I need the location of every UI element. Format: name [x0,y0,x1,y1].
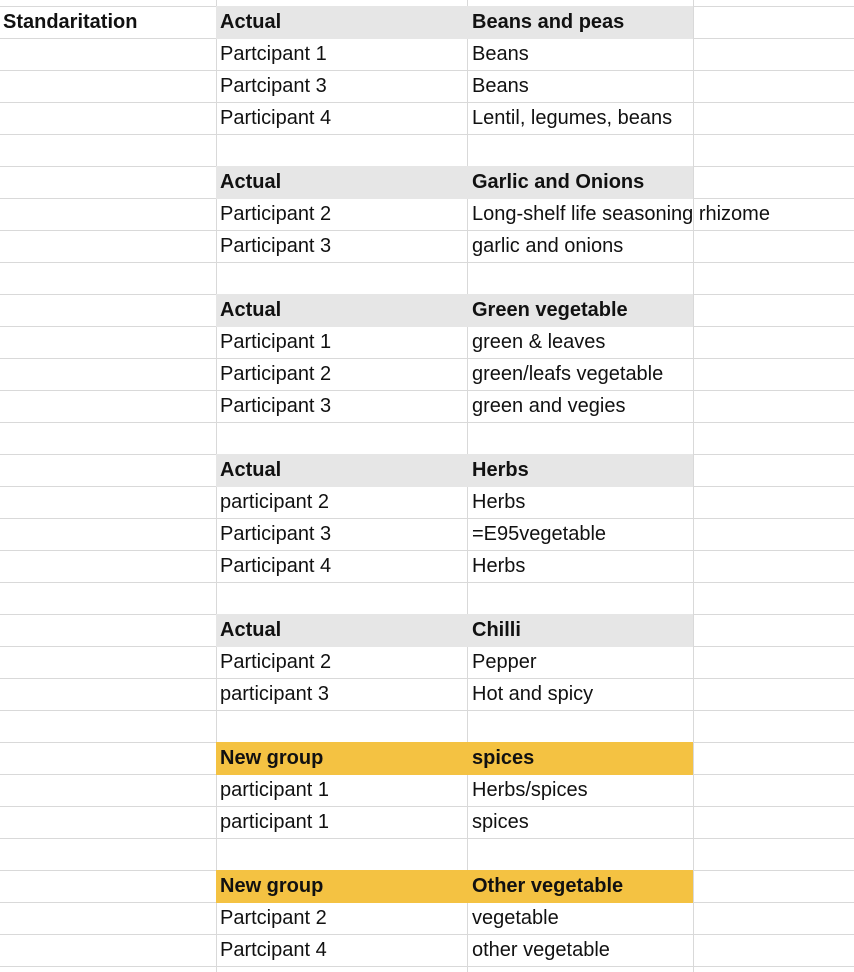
cell-col-b[interactable] [216,582,467,614]
table-row [0,710,854,742]
table-row [0,390,854,422]
cell-col-a[interactable] [0,550,216,582]
table-row [0,518,854,550]
cell-col-a[interactable] [0,326,216,358]
table-row [0,70,854,102]
cell-col-a[interactable] [0,678,216,710]
cell-col-c[interactable]: Chilli [467,614,693,647]
table-row [0,454,854,486]
cell-col-c[interactable]: Hot and spicy [472,683,594,705]
cell-col-d[interactable] [693,134,854,166]
cell-col-a[interactable] [0,390,216,422]
cell-col-d[interactable] [693,934,854,966]
table-row [0,902,854,934]
cell-col-c[interactable] [467,422,693,454]
cell-col-b[interactable]: participant 1 [220,811,329,833]
cell-col-b[interactable] [216,422,467,454]
cell-col-a[interactable] [0,134,216,166]
cell-col-c[interactable]: Pepper [472,651,537,673]
table-row [0,294,854,326]
cell-col-a[interactable] [0,262,216,294]
cell-col-b[interactable] [216,262,467,294]
cell-col-a[interactable] [0,198,216,230]
table-row [0,934,854,966]
cell-col-b[interactable]: Actual [216,294,467,327]
cell-col-d[interactable] [693,646,854,678]
table-row [0,198,854,230]
cell-col-d[interactable] [693,454,854,486]
cell-col-c[interactable]: Herbs/spices [472,779,588,801]
cell-col-d[interactable] [693,38,854,70]
cell-col-a[interactable] [0,742,216,774]
cell-col-d[interactable] [693,582,854,614]
cell-col-a[interactable] [0,614,216,646]
cell-col-c[interactable] [467,262,693,294]
cell-col-c[interactable]: =E95vegetable [472,523,607,545]
cell-col-c[interactable]: Garlic and Onions [467,166,693,199]
cell-col-d[interactable] [693,806,854,838]
cell-col-b[interactable]: participant 2 [220,491,329,513]
cell-col-b[interactable]: Partcipant 4 [220,939,327,961]
cell-col-a[interactable] [0,710,216,742]
cell-col-c[interactable] [467,838,693,870]
cell-col-c[interactable]: Green vegetable [467,294,693,327]
table-row [0,358,854,390]
cell-col-a[interactable] [0,774,216,806]
table-row [0,166,854,198]
table-row [0,102,854,134]
cell-col-b[interactable]: Participant 3 [220,395,332,417]
cell-col-d[interactable] [693,422,854,454]
cell-col-c[interactable]: spices [472,811,529,833]
cell-col-a[interactable] [0,870,216,902]
cell-col-b[interactable]: New group [216,742,467,775]
cell-col-a[interactable] [0,70,216,102]
cell-col-b[interactable]: participant 1 [220,779,329,801]
cell-col-a[interactable] [0,486,216,518]
cell-col-c[interactable]: green & leaves [472,331,606,353]
table-row [0,422,854,454]
cell-col-b[interactable]: Actual [216,614,467,647]
cell-col-b[interactable]: Participant 1 [220,331,332,353]
cell-col-b[interactable]: Actual [216,6,467,39]
cell-col-d[interactable] [693,6,854,38]
cell-col-c[interactable]: vegetable [472,907,559,929]
cell-col-b[interactable] [216,710,467,742]
cell-col-a[interactable] [0,230,216,262]
cell-col-b[interactable]: Participant 4 [220,107,332,129]
cell-col-d[interactable] [693,678,854,710]
cell-col-c[interactable]: Beans and peas [467,6,693,39]
cell-col-c[interactable]: garlic and onions [472,235,624,257]
cell-col-a[interactable]: Standaritation [3,11,138,33]
cell-col-d[interactable] [693,358,854,390]
cell-col-d[interactable] [693,486,854,518]
cell-col-b[interactable] [216,838,467,870]
cell-col-b[interactable]: Participant 3 [220,235,332,257]
cell-col-c[interactable]: Beans [472,75,529,97]
cell-col-d[interactable] [693,390,854,422]
cell-col-b[interactable]: Participant 2 [220,203,332,225]
cell-col-b[interactable]: Partcipant 3 [220,75,327,97]
cell-col-a[interactable] [0,294,216,326]
cell-col-c[interactable]: Lentil, legumes, beans [472,107,673,129]
cell-col-c[interactable]: other vegetable [472,939,610,961]
table-row [0,870,854,902]
cell-col-d[interactable] [693,838,854,870]
cell-col-a[interactable] [0,358,216,390]
cell-col-b[interactable]: Partcipant 2 [220,907,327,929]
cell-col-d[interactable] [693,870,854,902]
cell-col-a[interactable] [0,518,216,550]
cell-col-d[interactable] [693,742,854,774]
cell-col-a[interactable] [0,902,216,934]
cell-col-c[interactable]: Herbs [472,491,526,513]
cell-col-a[interactable] [0,454,216,486]
cell-col-d[interactable] [693,262,854,294]
cell-col-b[interactable]: Participant 4 [220,555,332,577]
cell-col-b[interactable]: Participant 3 [220,523,332,545]
cell-col-a[interactable] [0,166,216,198]
table-row [0,550,854,582]
table-row [0,6,854,38]
cell-col-c[interactable] [467,582,693,614]
cell-col-d[interactable] [693,550,854,582]
cell-col-c[interactable]: Long-shelf life seasoning rhizome [472,203,770,225]
cell-col-d[interactable] [693,294,854,326]
cell-col-a[interactable] [0,646,216,678]
cell-col-c[interactable]: Other vegetable [467,870,693,903]
cell-col-d[interactable] [693,710,854,742]
table-row [0,646,854,678]
table-row [0,774,854,806]
cell-col-a[interactable] [0,838,216,870]
cell-col-a[interactable] [0,102,216,134]
cell-col-c[interactable]: Herbs [472,555,526,577]
cell-col-c[interactable]: green/leafs vegetable [472,363,664,385]
cell-col-b[interactable]: New group [216,870,467,903]
table-row [0,230,854,262]
cell-col-b[interactable]: Participant 2 [220,363,332,385]
table-row [0,838,854,870]
cell-col-c[interactable] [467,710,693,742]
cell-col-c[interactable]: Herbs [467,454,693,487]
cell-col-d[interactable] [693,774,854,806]
cell-col-d[interactable] [693,166,854,198]
cell-col-a[interactable] [0,582,216,614]
cell-col-a[interactable] [0,38,216,70]
table-row [0,134,854,166]
cell-col-c[interactable]: Beans [472,43,529,65]
cell-col-d[interactable] [693,230,854,262]
cell-col-b[interactable]: Actual [216,166,467,199]
cell-col-d[interactable] [693,70,854,102]
cell-col-b[interactable] [216,134,467,166]
table-row [0,582,854,614]
cell-col-c[interactable] [467,134,693,166]
cell-col-d[interactable] [693,518,854,550]
cell-col-a[interactable] [0,422,216,454]
cell-col-b[interactable]: Actual [216,454,467,487]
cell-col-c[interactable]: green and vegies [472,395,626,417]
cell-col-b[interactable]: Partcipant 1 [220,43,327,65]
cell-col-b[interactable]: Participant 2 [220,651,332,673]
table-row [0,262,854,294]
table-row [0,742,854,774]
cell-col-a[interactable] [0,806,216,838]
cell-col-d[interactable] [693,902,854,934]
cell-col-c[interactable]: spices [467,742,693,775]
table-row [0,326,854,358]
cell-col-a[interactable] [0,934,216,966]
cell-col-d[interactable] [693,326,854,358]
table-row [0,614,854,646]
cell-col-b[interactable]: participant 3 [220,683,329,705]
table-row [0,678,854,710]
table-row [0,38,854,70]
table-row [0,806,854,838]
cell-col-d[interactable] [693,614,854,646]
cell-col-d[interactable] [693,198,854,230]
cell-col-d[interactable] [693,102,854,134]
table-row [0,486,854,518]
grid-line-horizontal [0,966,854,967]
